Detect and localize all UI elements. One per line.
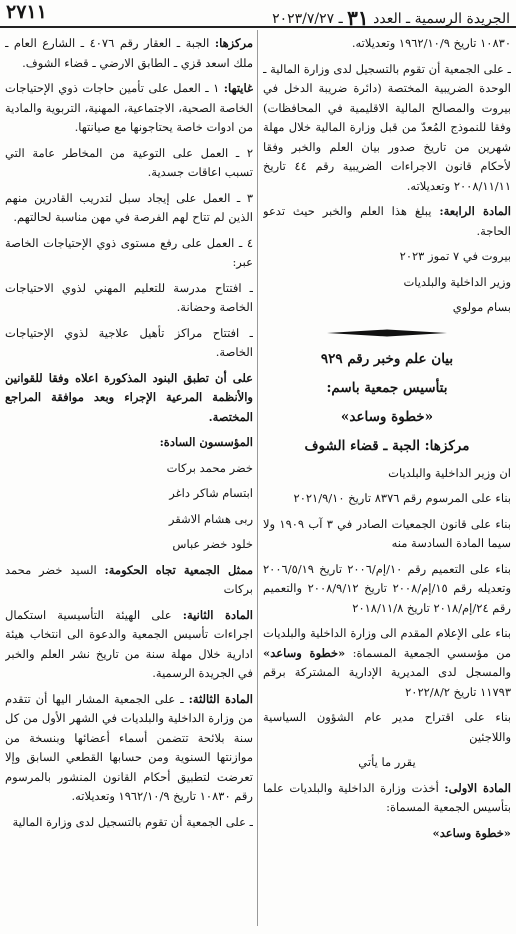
decree-location: مركزها: الجبة ـ قضاء الشوف bbox=[304, 437, 470, 454]
paragraph: بناء على التعميم رقم ١٠/إم/٢٠٠٦ تاريخ ٢٠٠٦/٥/١٩ وتعديله رقم ١٥/إم/٢٠٠٨ تاريخ ٢٠٠٨/٩/١٢ والتعميم رقم ٢٤/إم/٢٠١٨ تاريخ ٢٠١٨/١١/٨ bbox=[263, 561, 511, 615]
founder-name: ربى هشام الاشقر bbox=[168, 511, 253, 526]
page-number: ٢٧١١ bbox=[6, 1, 47, 23]
decides-line: يقرر ما يأتي bbox=[358, 755, 416, 769]
text: والمسجل لدى المديرية الإدارية المشتركة برقم ١١٧٩٣ تاريخ ٢٠٢٢/٨/٢ bbox=[263, 665, 511, 699]
article-label: المادة الرابعة: bbox=[439, 204, 511, 218]
hq-text: الجبة ـ العقار رقم ٤٠٧٦ ـ الشارع العام ـ ملك اسعد قزي ـ الطابق الارضي ـ قضاء الشوف. bbox=[5, 36, 253, 70]
article-four bbox=[263, 202, 511, 241]
place-date: بيروت في ٧ تموز ٢٠٢٣ bbox=[399, 249, 511, 263]
article-three bbox=[5, 690, 253, 807]
article-one bbox=[263, 779, 511, 818]
page-header bbox=[0, 0, 516, 28]
left-column bbox=[5, 34, 253, 930]
founder-name: ابتسام شاكر داغر bbox=[169, 486, 253, 500]
issue-date: ـ ٢٠٢٣/٧/٢٧ bbox=[272, 11, 343, 27]
paragraph bbox=[263, 624, 511, 702]
paragraph: ١٠٨٣٠ تاريخ ١٩٦٢/١٠/٩ وتعديلاته. bbox=[351, 36, 511, 50]
article-text: على الهيئة التأسيسية استكمال اجراءات تأسيس الجمعية والدعوة الى انتخاب هيئة ادارية خلال مهلة سنة من تاريخ نشر العلم والخبر في الجريدة الرسمية. bbox=[5, 607, 253, 680]
column-divider bbox=[257, 30, 258, 926]
decree-subtitle: بتأسيس جمعية باسم: bbox=[326, 379, 448, 396]
paragraph: بناء على اقتراح مدير عام الشؤون السياسية واللاجئين bbox=[263, 710, 511, 744]
paragraph: ـ على الجمعية أن تقوم بالتسجيل لدى وزارة المالية ـ الوحدة الضريبية المختصة (دائرة ضريبة الدخل في بيروت والمصالح المالية الاقليمية في المحافظات) وفقا للنموذج المُعدّ من قبل وزارة المالية خلال مهلة شهرين من تاريخ صدور بيان العلم والخبر وفقا لأحكام قانون الاجراءات الضريبية رقم ٤٤ تاريخ ٢٠٠٨/١١/١١ وتعديلاته. bbox=[263, 61, 511, 193]
founder-name: خضر محمد بركات bbox=[166, 460, 253, 475]
article-text: يبلغ هذا العلم والخبر حيث تدعو الحاجة. bbox=[263, 204, 511, 238]
article-two bbox=[5, 606, 253, 684]
article-text: ـ على الجمعية المشار اليها أن تتقدم من وزارة الداخلية والبلديات في الشهر الأول من كل سنة بلائحة تتضمن أسماء أعضائها وبنسخة من موازنتها السنوية ومن حسابها القطعي السابق وإلا تعرضت لتطبيق أحكام القانون المنشور بالمرسوم رقم ١٠٨٣٠ تاريخ ١٩٦٢/١٠/٩ وتعديلاته. bbox=[5, 691, 253, 803]
minister-title: وزير الداخلية والبلديات bbox=[403, 274, 511, 289]
text: بناء على الإعلام المقدم الى وزارة الداخلية والبلديات من مؤسسي الجمعية المسماة: bbox=[263, 626, 511, 660]
article-label: المادة الثالثة: bbox=[188, 691, 253, 706]
goal-subitem: ـ افتتاح مراكز تأهيل علاجية لذوي الإحتياجات الخاصة. bbox=[5, 325, 253, 359]
goals bbox=[5, 79, 253, 138]
note: على أن تطبق البنود المذكورة اعلاه وفقا للقوانين والأنظمة المرعية الإجراء وبعد موافقة المراجع المختصة. bbox=[5, 370, 253, 424]
gazette-name: الجريدة الرسمية ـ العدد bbox=[373, 11, 510, 27]
goal-item: ٢ ـ العمل على التوعية من المخاطر عامة التي تسبب اعاقات جسدية. bbox=[5, 145, 253, 179]
association-name-inline: «خطوة وساعد» bbox=[263, 645, 346, 660]
goal-item: ٤ ـ العمل على رفع مستوى ذوي الإحتياجات الخاصة عبر: bbox=[5, 235, 253, 269]
headquarters bbox=[5, 34, 253, 73]
issue-number: ٣١ bbox=[347, 6, 369, 30]
decree-title: بيان علم وخبر رقم ٩٢٩ bbox=[320, 350, 454, 367]
representative bbox=[5, 561, 253, 600]
founders-label: المؤسسون السادة: bbox=[159, 435, 253, 449]
article-label: المادة الثانية: bbox=[182, 607, 253, 622]
gazette-title bbox=[272, 4, 510, 28]
article-label: المادة الاولى: bbox=[444, 780, 511, 795]
article-text: أخذت وزارة الداخلية والبلديات علما بتأسيس الجمعية المسماة: bbox=[263, 780, 511, 814]
minister-name: بسام مولوي bbox=[452, 300, 511, 314]
paragraph: بناء على المرسوم رقم ٨٣٧٦ تاريخ ٢٠٢١/٩/١٠ bbox=[293, 491, 511, 505]
goal-item: ٣ ـ العمل على إيجاد سبل لتدريب القادرين منهم الذين لم تتاح لهم الفرصة في مهن مناسبة لحالتهم. bbox=[5, 190, 253, 224]
rep-text: السيد خضر محمد بركات bbox=[5, 562, 253, 596]
right-column bbox=[263, 34, 511, 930]
association-name-final: «خطوة وساعد» bbox=[432, 825, 511, 840]
rep-label: ممثل الجمعية تجاه الحكومة: bbox=[104, 562, 253, 577]
goal-item: ١ ـ العمل على تأمين حاجات ذوي الإحتياجات الخاصة الصحية، الاجتماعية، المهنية، التربوية والمادية من ادوات خاصة يحتاجونها مع صيانتها. bbox=[5, 81, 253, 134]
paragraph: ـ على الجمعية أن تقوم بالتسجيل لدى وزارة المالية bbox=[12, 814, 253, 829]
goals-label: غايتها: bbox=[223, 81, 253, 95]
section-separator bbox=[327, 328, 447, 338]
association-name: «خطوة وساعد» bbox=[340, 408, 434, 425]
paragraph: ان وزير الداخلية والبلديات bbox=[388, 465, 511, 480]
hq-label: مركزها: bbox=[214, 36, 253, 50]
founder-name: خلود خضر عباس bbox=[172, 537, 253, 551]
goal-subitem: ـ افتتاح مدرسة للتعليم المهني لذوي الاحتياجات الخاصة وحضانة. bbox=[5, 280, 253, 314]
paragraph: بناء على قانون الجمعيات الصادر في ٣ آب ١٩٠٩ ولا سيما المادة السادسة منه bbox=[263, 516, 511, 550]
